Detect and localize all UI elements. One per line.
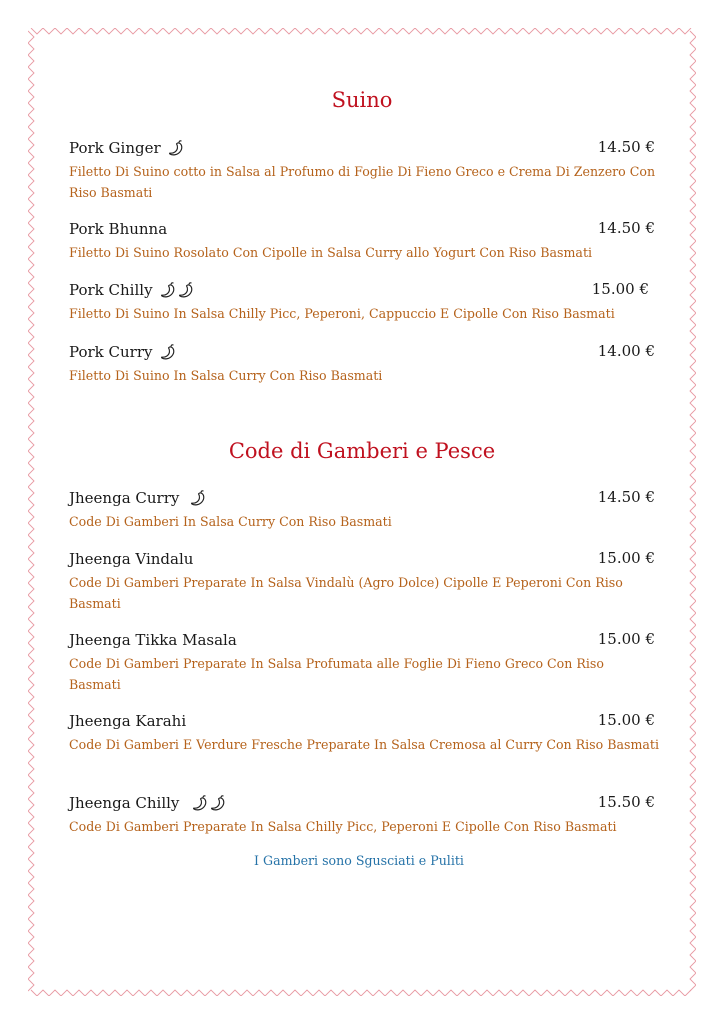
shrimp-note: I Gamberi sono Sgusciati e Puliti	[254, 853, 464, 868]
item-price: 15.50 €	[597, 793, 655, 811]
chili-rating	[167, 139, 185, 157]
chili-pepper-icon	[209, 794, 227, 812]
chili-pepper-icon	[189, 489, 207, 507]
item-name: Jheenga Karahi	[69, 712, 187, 730]
item-description: Code Di Gamberi E Verdure Fresche Preparate In Salsa Cremosa al Curry Con Riso Basmati	[69, 737, 659, 752]
chili-pepper-icon	[159, 343, 177, 361]
chili-pepper-icon	[191, 794, 209, 812]
item-description: Code Di Gamberi Preparate In Salsa Vindalù (Agro Dolce) Cipolle E Peperoni Con Riso Basmati	[69, 575, 623, 611]
chili-pepper-icon	[167, 139, 185, 157]
item-name: Pork Bhunna	[69, 220, 168, 238]
item-price: 15.00 €	[591, 280, 649, 298]
item-name: Pork Chilly	[69, 281, 153, 299]
item-description: Filetto Di Suino Rosolato Con Cipolle in Salsa Curry allo Yogurt Con Riso Basmati	[69, 245, 593, 260]
item-name: Pork Ginger	[69, 139, 161, 157]
chili-pepper-icon	[159, 281, 177, 299]
item-name: Jheenga Tikka Masala	[69, 631, 237, 649]
item-description: Code Di Gamberi In Salsa Curry Con Riso Basmati	[69, 514, 392, 529]
item-price: 14.00 €	[597, 342, 655, 360]
item-description: Code Di Gamberi Preparate In Salsa Chilly Picc, Peperoni E Cipolle Con Riso Basmati	[69, 819, 617, 834]
item-price: 15.00 €	[597, 549, 655, 567]
menu-item	[69, 488, 659, 532]
menu-item	[69, 711, 659, 755]
item-name: Jheenga Curry	[69, 489, 180, 507]
chili-rating	[189, 489, 207, 507]
item-description: Filetto Di Suino cotto in Salsa al Profumo di Foglie Di Fieno Greco e Crema Di Zenzero Con Riso Basmati	[69, 164, 656, 200]
item-description: Code Di Gamberi Preparate In Salsa Profumata alle Foglie Di Fieno Greco Con Riso Basmati	[69, 656, 604, 692]
menu-item	[69, 630, 659, 695]
menu-item	[69, 793, 659, 837]
menu-item	[69, 342, 659, 386]
item-price: 15.00 €	[597, 630, 655, 648]
item-price: 15.00 €	[597, 711, 655, 729]
menu-item	[69, 219, 659, 263]
item-description: Filetto Di Suino In Salsa Curry Con Riso Basmati	[69, 368, 383, 383]
menu-item	[69, 549, 659, 614]
item-name: Pork Curry	[69, 343, 153, 361]
item-price: 14.50 €	[597, 219, 655, 237]
item-description: Filetto Di Suino In Salsa Chilly Picc, Peperoni, Cappuccio E Cipolle Con Riso Basmati	[69, 306, 615, 321]
chili-rating	[191, 794, 227, 812]
item-price: 14.50 €	[597, 488, 655, 506]
chili-pepper-icon	[177, 281, 195, 299]
item-name: Jheenga Chilly	[69, 794, 180, 812]
section-title-code-di-gamberi: Code di Gamberi e Pesce	[228, 439, 496, 463]
item-name: Jheenga Vindalu	[69, 550, 194, 568]
chili-rating	[159, 281, 195, 299]
item-price: 14.50 €	[597, 138, 655, 156]
menu-item	[69, 280, 659, 324]
chili-rating	[159, 343, 177, 361]
section-title-suino: Suino	[331, 88, 393, 112]
menu-item	[69, 138, 659, 203]
